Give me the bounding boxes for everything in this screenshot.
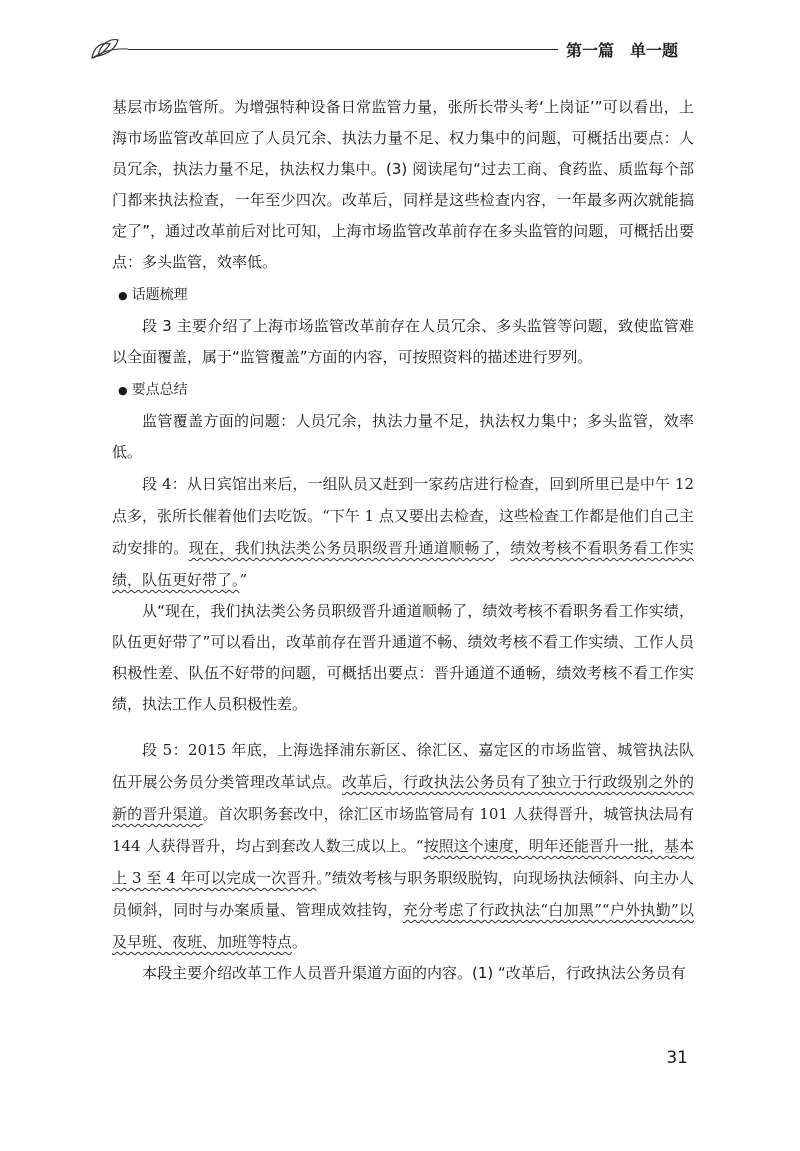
underlined-quote: 改革后，行政执法公务员有了独立于行政级别之外的新的晋升渠道 [112, 773, 694, 823]
paragraph-analysis-5: 本段主要介绍改革工作人员晋升渠道方面的内容。(1) “改革后，行政执法公务员有 [142, 964, 686, 982]
quote-text: 段 5：2015 年底，上海选择浦东新区、徐汇区、嘉定区的市场监管、城管执法队伍开展公务员分类管理改革试点。 [112, 741, 694, 791]
quoted-material-4 [112, 468, 694, 596]
bullet-topic [118, 280, 694, 311]
underlined-quote: 绩效考核不看职务看工作实绩，队伍更好带了。 [112, 539, 694, 589]
quote-text: ” [239, 571, 248, 589]
underlined-quote: 现在，我们执法类公务员职级晋升通道顺畅了 [188, 539, 496, 557]
bullet-key-points-label: 要点总结 [131, 382, 188, 398]
paragraph-key-points: 监管覆盖方面的问题：人员冗余，执法力量不足，执法权力集中；多头监管，效率低。 [112, 412, 694, 461]
page-number: 31 [666, 1048, 688, 1068]
chapter-title: 第一篇 单一题 [566, 41, 679, 60]
bullet-key-points [118, 375, 694, 406]
paragraph-analysis-4: 从“现在，我们执法类公务员职级晋升通道顺畅了，绩效考核不看职务看工作实绩，队伍更好带了”可以看出，改革前存在晋升通道不畅、绩效考核不看工作实绩、工作人员积极性差、队伍不好带的问题，可概括出要点：晋升通道不通畅，绩效考核不看工作实绩，执法工作人员积极性差。 [112, 602, 694, 713]
bullet-dot-icon: ● [118, 289, 128, 302]
quote-text: 段 4：从日宾馆出来后，一组队员又赶到一家药店进行检查，回到所里已是中午 12 点多，张所长催着他们去吃饭。“下午 1 点又要出去检查，这些检查工作都是他们自己主动安排的。 [112, 475, 694, 557]
quoted-material-5 [112, 734, 694, 958]
quote-text: 。首次职务套改中，徐汇区市场监管局有 101 人获得晋升，城管执法局有 144 人获得晋升，均占到套改人数三成以上。“ [112, 805, 694, 855]
bullet-topic-label: 话题梳理 [131, 287, 188, 303]
underlined-quote: 按照这个速度，明年还能晋升一批，基本上 3 至 4 年可以完成一次晋升 [112, 837, 694, 887]
paragraph-analysis-1: 基层市场监管所。为增强特种设备日常监管力量，张所长带头考‘上岗证’”可以看出，上海市场监管改革回应了人员冗余、执法力量不足、权力集中的问题，可概括出要点：人员冗余，执法力量不足，执法权力集中。(3) 阅读尾句“过去工商、食药监、质监每个部门都来执法检查，一年至少四次。改革后，同样是这些检查内容，一年最多两次就能搞定了”，通过改革前后对比可知，上海市场监管改革前存在多头监管的问题，可概括出要点：多头监管，效率低。 [112, 98, 694, 271]
leaf-ornament-icon [88, 34, 128, 62]
spacer [112, 720, 694, 734]
header-rule [128, 49, 558, 50]
quote-text: 。 [292, 933, 308, 951]
page-header [88, 34, 688, 62]
quote-text: ， [495, 539, 511, 557]
quote-text: 。”绩效考核与职务职级脱钩，向现场执法倾斜、向主办人员倾斜，同时与办案质量、管理成效挂钩， [112, 869, 695, 919]
underlined-quote: 充分考虑了行政执法“白加黑”“户外执勤”以及早班、夜班、加班等特点 [112, 901, 694, 951]
paragraph-topic-summary: 段 3 主要介绍了上海市场监管改革前存在人员冗余、多头监管等问题，致使监管难以全面覆盖，属于“监管覆盖”方面的内容，可按照资料的描述进行罗列。 [112, 317, 694, 366]
page-body [112, 92, 694, 989]
bullet-dot-icon: ● [118, 384, 128, 397]
